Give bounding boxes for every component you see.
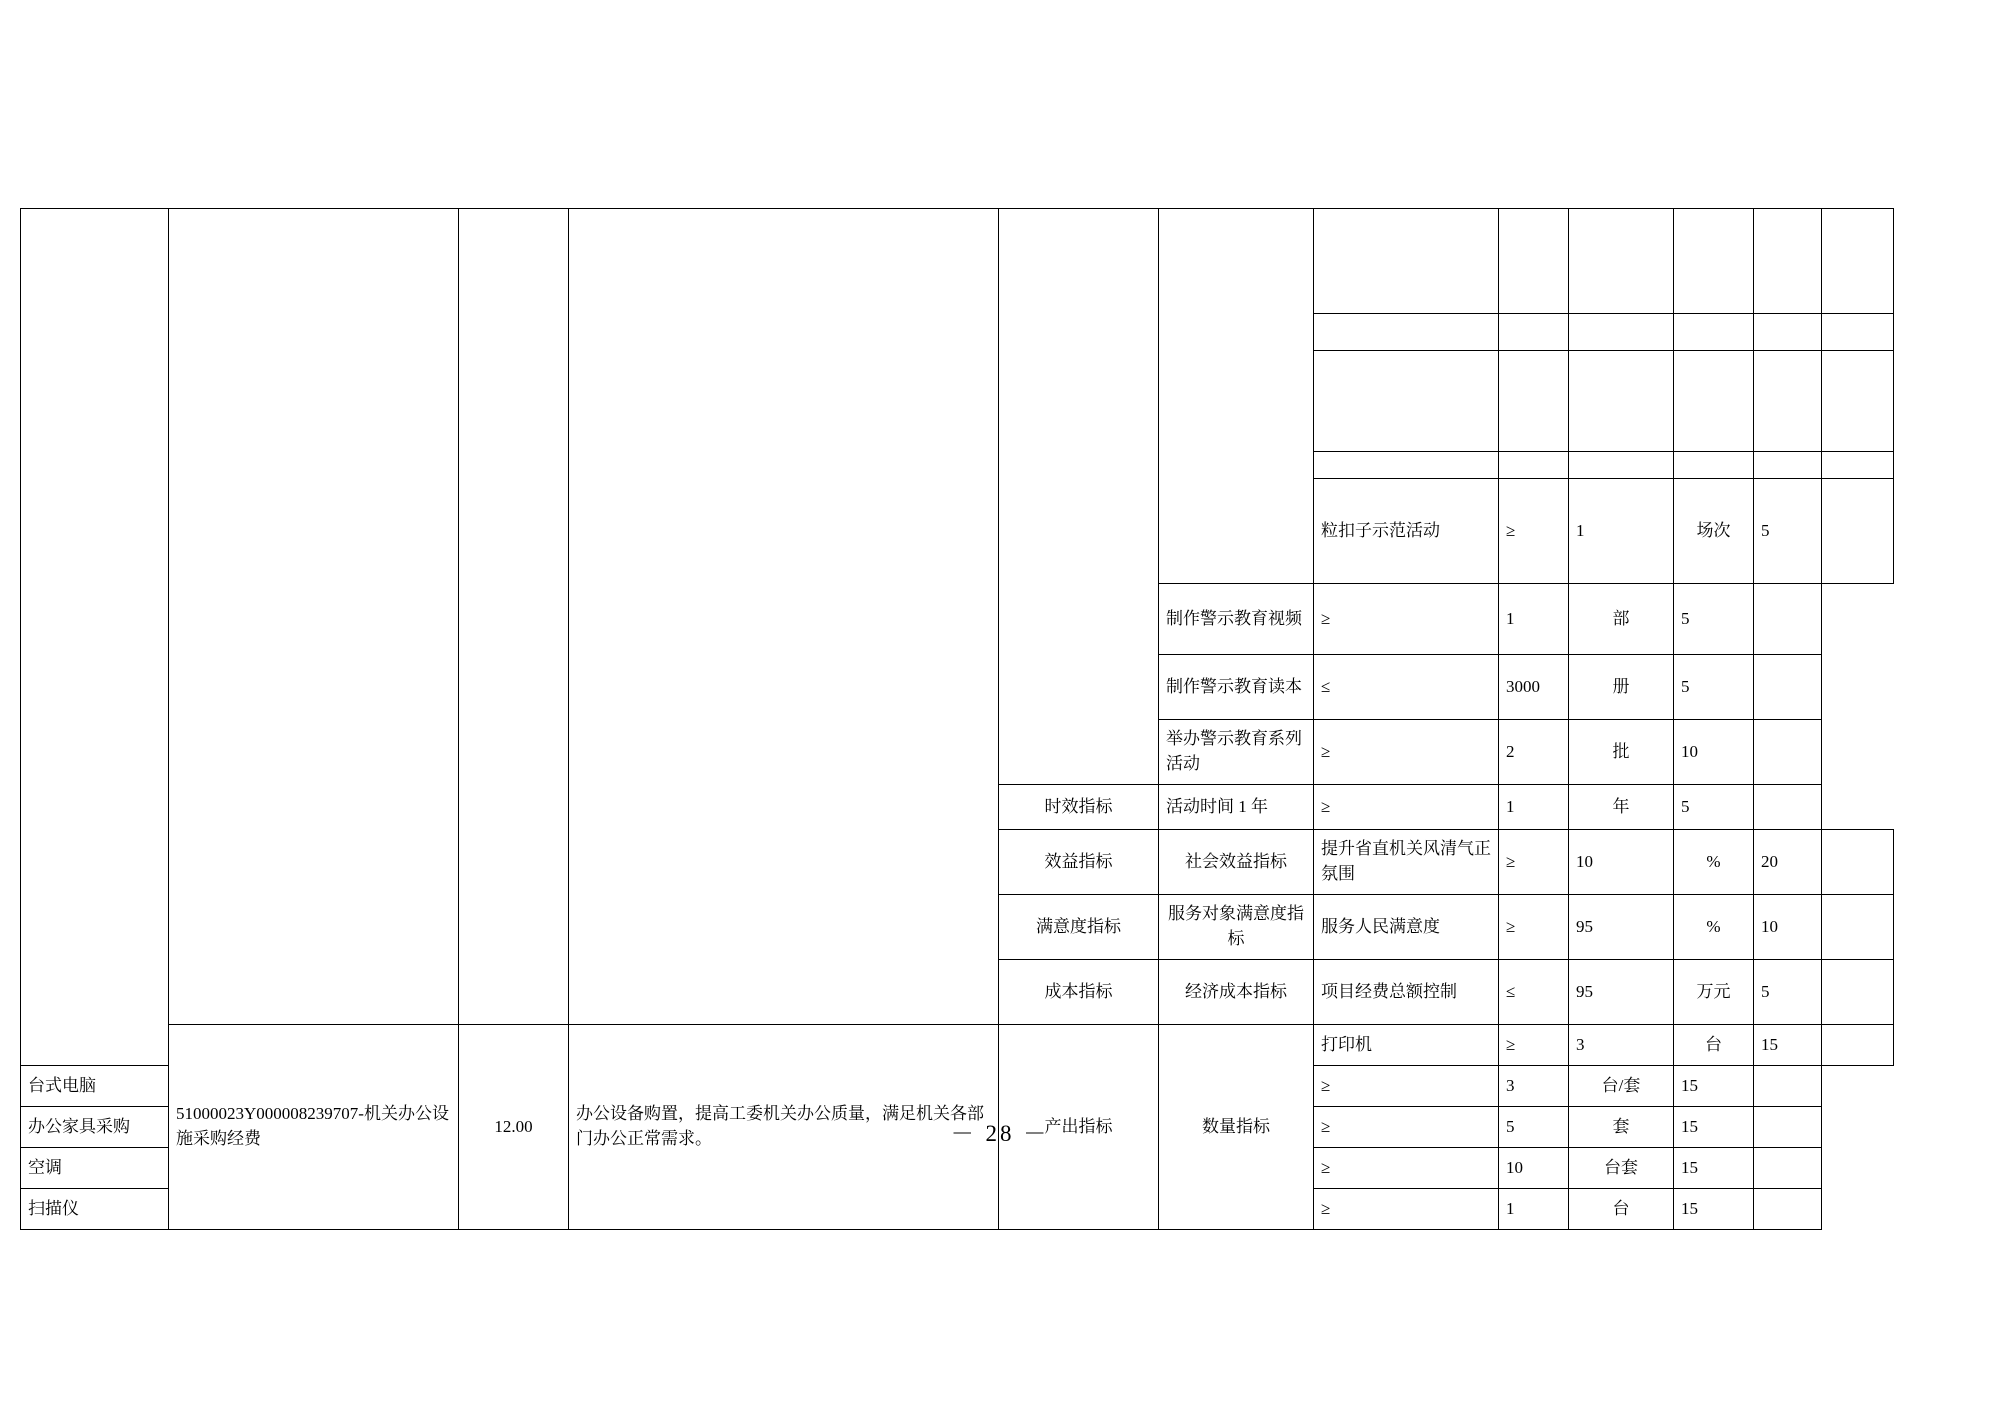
cell-extra [1754, 1189, 1822, 1230]
cell-indicator-blank [1314, 209, 1499, 314]
cell-symbol: ≥ [1314, 785, 1499, 830]
cell-weight-blank [1754, 452, 1822, 479]
cell-level1-satisfaction: 满意度指标 [999, 895, 1159, 960]
page-number: － 28 － [950, 1121, 1050, 1146]
cell-weight: 5 [1754, 479, 1822, 584]
cell-value: 1 [1499, 584, 1569, 655]
cell-indicator-name: 制作警示教育读本 [1159, 655, 1314, 720]
cell-value-blank [1569, 314, 1674, 351]
cell-symbol-blank [1499, 314, 1569, 351]
cell-indicator-name: 举办警示教育系列活动 [1159, 720, 1314, 785]
budget-performance-table [20, 208, 1894, 1230]
cell-value-blank [1569, 209, 1674, 314]
cell-value: 1 [1499, 785, 1569, 830]
cell-extra-blank [1822, 452, 1894, 479]
cell-project-name-prev [169, 209, 459, 1025]
cell-symbol: ≥ [1499, 895, 1569, 960]
cell-unit: 台 [1674, 1025, 1754, 1066]
cell-level2-prev [1159, 209, 1314, 584]
cell-extra-blank [1822, 209, 1894, 314]
cell-symbol: ≥ [1499, 479, 1569, 584]
cell-weight-blank [1754, 314, 1822, 351]
cell-content-prev [569, 209, 999, 1025]
cell-unit: 批 [1569, 720, 1674, 785]
table-row [21, 1025, 1894, 1066]
cell-value: 10 [1569, 830, 1674, 895]
cell-level2-social-benefit: 社会效益指标 [1159, 830, 1314, 895]
cell-level1-output: 产出指标 [999, 1025, 1159, 1230]
cell-level2-timeliness: 时效指标 [999, 785, 1159, 830]
cell-symbol: ≤ [1499, 960, 1569, 1025]
cell-indicator-name: 服务人民满意度 [1314, 895, 1499, 960]
cell-extra-blank [1822, 351, 1894, 452]
cell-indicator-name: 空调 [21, 1148, 169, 1189]
cell-level1-cost: 成本指标 [999, 960, 1159, 1025]
cell-symbol-blank [1499, 351, 1569, 452]
cell-value: 95 [1569, 960, 1674, 1025]
cell-value: 1 [1569, 479, 1674, 584]
cell-extra [1822, 479, 1894, 584]
cell-weight: 5 [1754, 960, 1822, 1025]
cell-indicator-name: 办公家具采购 [21, 1107, 169, 1148]
cell-weight: 15 [1674, 1189, 1754, 1230]
cell-value: 1 [1499, 1189, 1569, 1230]
cell-weight: 5 [1674, 655, 1754, 720]
cell-amount-prev [459, 209, 569, 1025]
cell-value: 95 [1569, 895, 1674, 960]
cell-weight: 10 [1674, 720, 1754, 785]
cell-unit: 年 [1569, 785, 1674, 830]
cell-extra [1754, 720, 1822, 785]
cell-symbol: ≥ [1314, 1189, 1499, 1230]
cell-symbol: ≥ [1314, 1148, 1499, 1189]
cell-unit: % [1674, 830, 1754, 895]
cell-weight: 15 [1674, 1148, 1754, 1189]
cell-weight: 15 [1674, 1107, 1754, 1148]
cell-symbol: ≥ [1499, 1025, 1569, 1066]
cell-value: 5 [1499, 1107, 1569, 1148]
cell-symbol: ≥ [1499, 830, 1569, 895]
cell-extra [1822, 830, 1894, 895]
cell-unit-blank [1674, 452, 1754, 479]
cell-level1-benefit: 效益指标 [999, 830, 1159, 895]
cell-indicator-blank [1314, 452, 1499, 479]
cell-extra [1754, 655, 1822, 720]
cell-extra [1822, 1025, 1894, 1066]
cell-project-amount: 12.00 [459, 1025, 569, 1230]
cell-weight-blank [1754, 209, 1822, 314]
cell-weight: 10 [1754, 895, 1822, 960]
cell-value: 10 [1499, 1148, 1569, 1189]
cell-weight-blank [1754, 351, 1822, 452]
cell-unit: 万元 [1674, 960, 1754, 1025]
table-row [21, 209, 1894, 314]
cell-symbol: ≥ [1314, 720, 1499, 785]
cell-unit-blank [1674, 314, 1754, 351]
cell-level2-service-satisfaction: 服务对象满意度指标 [1159, 895, 1314, 960]
cell-value-blank [1569, 351, 1674, 452]
cell-unit-blank [1674, 351, 1754, 452]
cell-project-name: 51000023Y000008239707-机关办公设施采购经费 [169, 1025, 459, 1230]
cell-value-blank [1569, 452, 1674, 479]
cell-level2-quantity: 数量指标 [1159, 1025, 1314, 1230]
cell-unit-blank [1674, 209, 1754, 314]
cell-unit: 场次 [1674, 479, 1754, 584]
cell-project-content: 办公设备购置，提高工委机关办公质量，满足机关各部门办公正常需求。 [569, 1025, 999, 1230]
cell-extra [1822, 895, 1894, 960]
cell-level1-prev [999, 209, 1159, 785]
cell-extra-blank [1822, 314, 1894, 351]
cell-indicator-name: 制作警示教育视频 [1159, 584, 1314, 655]
cell-value: 3 [1569, 1025, 1674, 1066]
cell-symbol: ≥ [1314, 1066, 1499, 1107]
cell-unit: % [1674, 895, 1754, 960]
cell-unit: 册 [1569, 655, 1674, 720]
cell-unit: 部 [1569, 584, 1674, 655]
cell-symbol: ≥ [1314, 584, 1499, 655]
cell-weight: 15 [1674, 1066, 1754, 1107]
cell-unit: 套 [1569, 1107, 1674, 1148]
cell-extra [1754, 785, 1822, 830]
cell-unit: 台 [1569, 1189, 1674, 1230]
cell-indicator-blank [1314, 314, 1499, 351]
cell-extra [1754, 1066, 1822, 1107]
cell-unit: 台/套 [1569, 1066, 1674, 1107]
cell-indicator-name: 活动时间 1 年 [1159, 785, 1314, 830]
cell-value: 3000 [1499, 655, 1569, 720]
cell-value: 2 [1499, 720, 1569, 785]
cell-indicator-name: 粒扣子示范活动 [1314, 479, 1499, 584]
cell-indicator-name: 打印机 [1314, 1025, 1499, 1066]
cell-indicator-blank [1314, 351, 1499, 452]
cell-weight: 15 [1754, 1025, 1822, 1066]
cell-weight: 5 [1674, 785, 1754, 830]
cell-symbol: ≥ [1314, 1107, 1499, 1148]
cell-indicator-name: 提升省直机关风清气正氛围 [1314, 830, 1499, 895]
cell-left-margin [21, 209, 169, 1066]
cell-weight: 5 [1674, 584, 1754, 655]
cell-unit: 台套 [1569, 1148, 1674, 1189]
cell-weight: 20 [1754, 830, 1822, 895]
cell-extra [1822, 960, 1894, 1025]
cell-level2-economic-cost: 经济成本指标 [1159, 960, 1314, 1025]
cell-symbol: ≤ [1314, 655, 1499, 720]
cell-indicator-name: 扫描仪 [21, 1189, 169, 1230]
cell-indicator-name: 台式电脑 [21, 1066, 169, 1107]
cell-indicator-name: 项目经费总额控制 [1314, 960, 1499, 1025]
cell-extra [1754, 584, 1822, 655]
cell-value: 3 [1499, 1066, 1569, 1107]
cell-symbol-blank [1499, 209, 1569, 314]
cell-extra [1754, 1148, 1822, 1189]
cell-symbol-blank [1499, 452, 1569, 479]
